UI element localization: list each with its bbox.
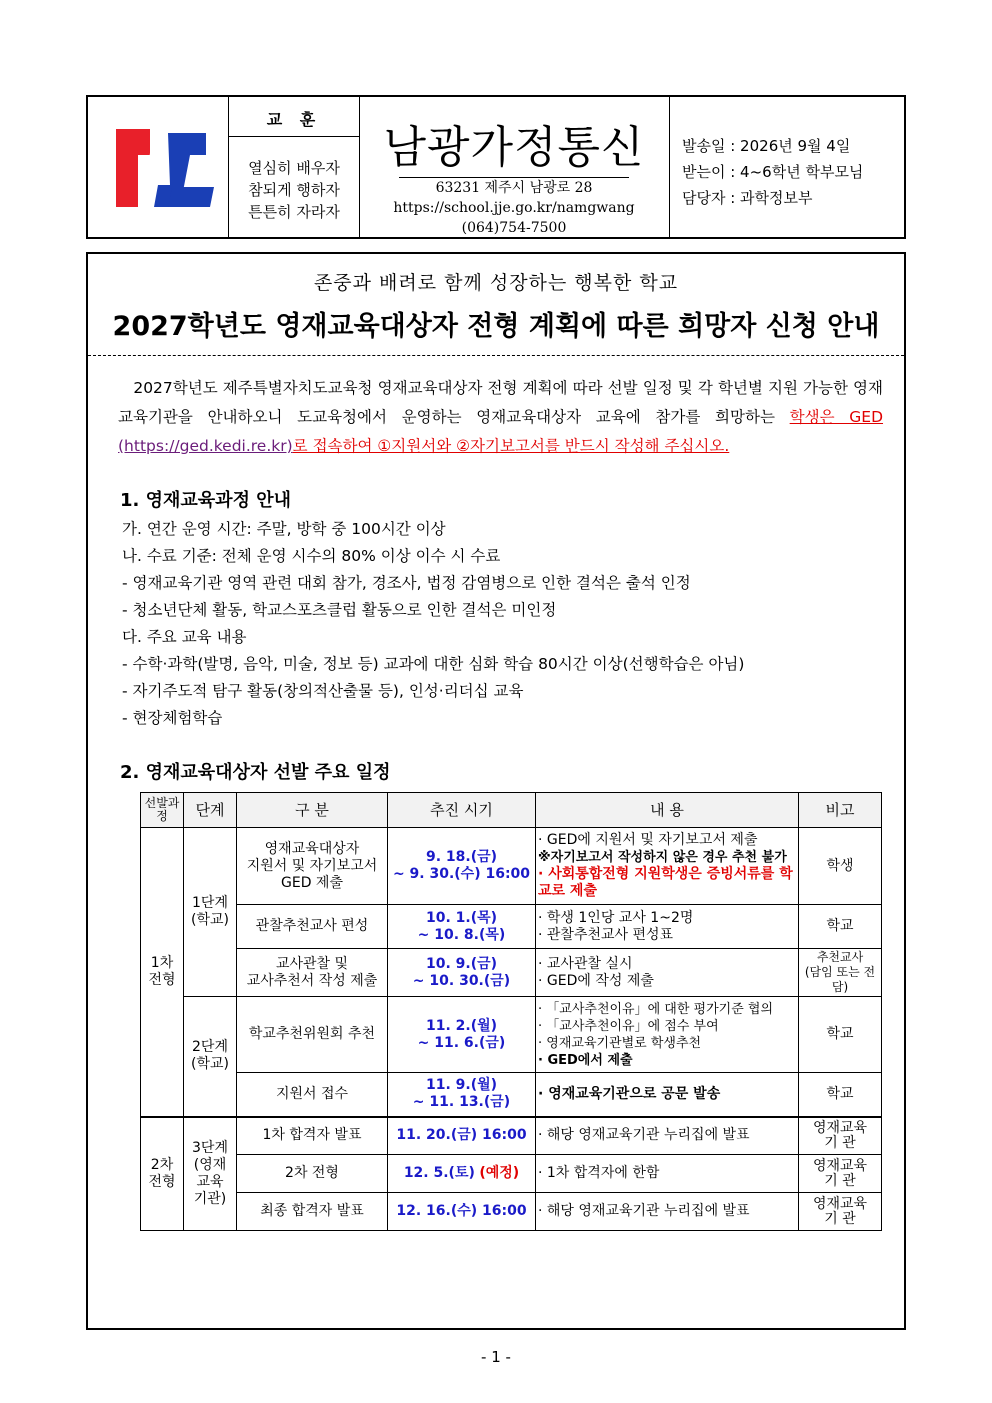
content-line: ※자기보고서 작성하지 않은 경우 추천 불가 — [538, 850, 787, 865]
intro-highlight: 학생은 GED — [789, 408, 884, 426]
motto-title: 교 훈 — [229, 107, 359, 137]
list-item: 나. 수료 기준: 전체 운영 시수의 80% 이상 이수 시 수료 — [122, 547, 501, 565]
intro-instruction: 로 접속하여 ①지원서와 ②자기보고서를 반드시 작성해 주십시오. — [292, 437, 730, 455]
content-line: · 교사관찰 실시 — [538, 955, 633, 972]
date-cell: 10. 9.(금) ~ 10. 30.(금) — [388, 949, 536, 997]
content-line: · GED에서 제출 — [538, 1052, 633, 1068]
item-cell: 1차 합격자 발표 — [237, 1117, 388, 1155]
content-cell: · 1차 합격자에 한함 — [536, 1155, 799, 1193]
col-header: 추진 시기 — [388, 793, 536, 828]
col-header: 단계 — [184, 793, 237, 828]
table-row — [141, 1117, 882, 1155]
col-header: 선발과정 — [141, 793, 184, 828]
address-line: 63231 제주시 남광로 28 — [435, 180, 593, 196]
col-header: 내 용 — [536, 793, 799, 828]
content-cell — [536, 828, 799, 905]
content-line: · 학생 1인당 교사 1~2명 — [538, 909, 694, 926]
note-cell: 학교 — [799, 1073, 882, 1117]
content-line: · 영재교육기관별로 학생추천 — [538, 1035, 702, 1051]
table-row — [141, 905, 882, 949]
note-cell: 학생 — [799, 828, 882, 905]
content-line: · 관찰추천교사 편성표 — [538, 926, 674, 943]
note-cell: 학교 — [799, 905, 882, 949]
stage-cell: 1단계 (학교) — [184, 828, 237, 997]
item-cell: 영재교육대상자 지원서 및 자기보고서 GED 제출 — [237, 828, 388, 905]
send-info — [682, 133, 863, 211]
note-cell: 학교 — [799, 997, 882, 1073]
school-url[interactable]: https://school.jje.go.kr/namgwang — [393, 200, 635, 216]
table-row — [141, 1193, 882, 1231]
date-text: 12. 5.(토) — [403, 1165, 475, 1181]
content-cell — [536, 905, 799, 949]
content-cell: · 영재교육기관으로 공문 발송 — [536, 1073, 799, 1117]
section1-list — [122, 516, 744, 732]
process-cell: 2차 전형 — [141, 1117, 184, 1231]
phone-number: (064)754-7500 — [461, 220, 567, 236]
date-note: (예정) — [479, 1165, 520, 1181]
schedule-table — [140, 792, 882, 1231]
table-row — [141, 997, 882, 1073]
school-address — [359, 177, 669, 238]
content-line: · GED에 지원서 및 자기보고서 제출 — [538, 832, 758, 848]
item-cell: 최종 합격자 발표 — [237, 1193, 388, 1231]
table-row — [141, 1155, 882, 1193]
motto-line: 튼튼히 자라자 — [248, 203, 340, 221]
note-cell: 추천교사 (담임 또는 전담) — [799, 949, 882, 997]
note-cell: 영재교육 기 관 — [799, 1117, 882, 1155]
school-logo — [110, 129, 222, 213]
process-cell: 1차 전형 — [141, 828, 184, 1117]
list-item: - 수학·과학(발명, 음악, 미술, 정보 등) 교과에 대한 심화 학습 80시간 이상(선행학습은 아님) — [122, 655, 745, 673]
school-slogan: 존중과 배려로 함께 성장하는 행복한 학교 — [313, 272, 679, 294]
divider — [88, 355, 904, 356]
content-cell — [536, 949, 799, 997]
col-header: 구 분 — [237, 793, 388, 828]
item-cell: 관찰추천교사 편성 — [237, 905, 388, 949]
person-in-charge: 담당자 : 과학정보부 — [682, 189, 813, 207]
motto-box — [228, 97, 360, 237]
ged-link[interactable]: (https://ged.kedi.re.kr) — [118, 437, 293, 455]
date-cell: 11. 2.(월) ~ 11. 6.(금) — [388, 997, 536, 1073]
motto-line: 열심히 배우자 — [248, 159, 340, 177]
main-content — [86, 252, 906, 1330]
intro-text: 2027학년도 제주특별자치도교육청 영재교육대상자 전형 계획에 따라 선발 일정 및 각 학년별 지원 가능한 영재교육기관을 안내하오니 도교육청에서 운영하는 영재교육대상자 교육에 참가를 희망하는 — [118, 379, 884, 426]
stage-cell: 3단계 (영재 교육 기관) — [184, 1117, 237, 1231]
content-cell: · 해당 영재교육기관 누리집에 발표 — [536, 1193, 799, 1231]
table-row — [141, 1073, 882, 1117]
item-cell: 학교추천위원회 추천 — [237, 997, 388, 1073]
item-cell: 교사관찰 및 교사추천서 작성 제출 — [237, 949, 388, 997]
date-cell: 11. 9.(월) ~ 11. 13.(금) — [388, 1073, 536, 1117]
content-cell: · 해당 영재교육기관 누리집에 발표 — [536, 1117, 799, 1155]
list-item: - 현장체험학습 — [122, 709, 223, 727]
item-cell: 2차 전형 — [237, 1155, 388, 1193]
motto-line: 참되게 행하자 — [248, 181, 340, 199]
date-cell: 12. 16.(수) 16:00 — [388, 1193, 536, 1231]
headline: 2027학년도 영재교육대상자 전형 계획에 따른 희망자 신청 안내 — [112, 311, 880, 342]
table-header-row — [141, 793, 882, 828]
list-item: - 청소년단체 활동, 학교스포츠클럽 활동으로 인한 결석은 미인정 — [122, 601, 557, 619]
paper-title: 남광가정통신 — [383, 122, 645, 173]
date-cell: 10. 1.(목) ~ 10. 8.(목) — [388, 905, 536, 949]
newsletter-header — [86, 95, 906, 239]
date-cell — [388, 1155, 536, 1193]
section1-title: 1. 영재교육과정 안내 — [120, 490, 291, 511]
table-row — [141, 828, 882, 905]
date-cell: 11. 20.(금) 16:00 — [388, 1117, 536, 1155]
recipient: 받는이 : 4~6학년 학부모님 — [682, 163, 864, 181]
content-line: · 「교사추천이유」에 대한 평가기준 협의 — [538, 1001, 774, 1017]
note-cell: 영재교육 기 관 — [799, 1193, 882, 1231]
stage-cell: 2단계 (학교) — [184, 997, 237, 1117]
list-item: - 영재교육기관 영역 관련 대회 참가, 경조사, 법정 감염병으로 인한 결석은 출석 인정 — [122, 574, 691, 592]
send-date: 발송일 : 2026년 9월 4일 — [682, 137, 851, 155]
list-item: - 자기주도적 탐구 활동(창의적산출물 등), 인성·리더십 교육 — [122, 682, 524, 700]
content-cell — [536, 997, 799, 1073]
content-line: · 「교사추천이유」에 점수 부여 — [538, 1018, 719, 1034]
content-line: · GED에 작성 제출 — [538, 972, 654, 989]
section2-title: 2. 영재교육대상자 선발 주요 일정 — [120, 762, 391, 783]
content-line: · 사회통합전형 지원학생은 증빙서류를 학교로 제출 — [538, 866, 793, 899]
title-box — [359, 97, 670, 237]
col-header: 비고 — [799, 793, 882, 828]
note-cell: 영재교육 기 관 — [799, 1155, 882, 1193]
page-number: - 1 - — [481, 1348, 511, 1366]
table-row — [141, 949, 882, 997]
item-cell: 지원서 접수 — [237, 1073, 388, 1117]
list-item: 다. 주요 교육 내용 — [122, 628, 247, 646]
date-cell: 9. 18.(금) ~ 9. 30.(수) 16:00 — [388, 828, 536, 905]
list-item: 가. 연간 운영 시간: 주말, 방학 중 100시간 이상 — [122, 520, 446, 538]
intro-paragraph — [118, 374, 883, 461]
